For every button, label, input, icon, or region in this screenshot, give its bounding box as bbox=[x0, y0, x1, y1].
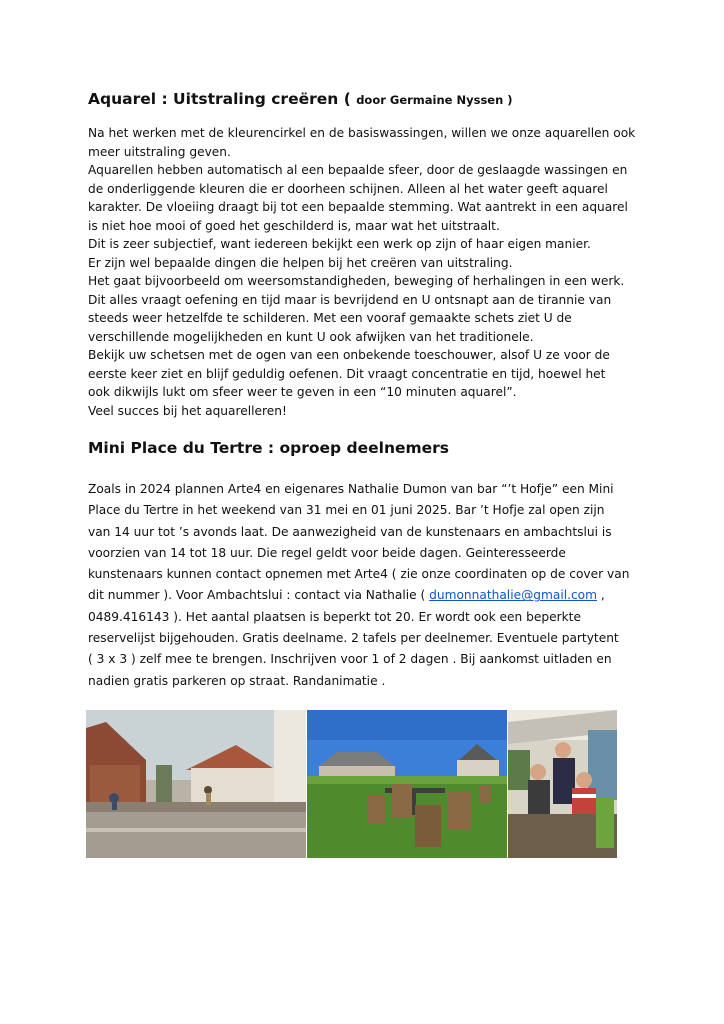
email-link[interactable]: dumonnathalie@gmail.com bbox=[429, 588, 598, 603]
text-line: Bekijk uw schetsen met de ogen van een onbekende toeschouwer, alsof U ze voor de bbox=[88, 348, 610, 362]
text-line: Aquarellen hebben automatisch al een bepaalde sfeer, door de geslaagde wassingen en bbox=[88, 163, 628, 177]
text-line: karakter. De vloeiing draagt bij tot een bepaalde stemming. Wat aantrekt in een aquarel bbox=[88, 200, 628, 214]
text-line: Na het werken met de kleurencirkel en de basiswassingen, willen we onze aquarellen ook bbox=[88, 126, 636, 140]
text-line: Het gaat bijvoorbeeld om weersomstandigheden, beweging of herhalingen in een werk. bbox=[88, 274, 625, 288]
text-line: voorzien van 14 tot 18 uur. Die regel geldt voor beide dagen. Geinteresseerde bbox=[88, 545, 566, 560]
aquarel-paragraph bbox=[88, 124, 648, 420]
text-line: de onderliggende kleuren die er doorheen schijnen. Alleen al het water geeft aquarel bbox=[88, 181, 608, 196]
text-line: ( 3 x 3 ) zelf mee te brengen. Inschrijven voor 1 of 2 dagen . Bij aankomst uitladen en bbox=[88, 652, 612, 667]
text-segment: dit nummer ). Voor Ambachtslui : contact via Nathalie ( bbox=[88, 588, 426, 603]
text-line: steeds weer hetzelfde te schilderen. Met een vooraf gemaakte schets ziet U de bbox=[88, 311, 572, 325]
section-heading-aquarel bbox=[88, 90, 513, 108]
text-line: reservelijst bijgehouden. Gratis deelname. 2 tafels per deelnemer. Eventuele partytent bbox=[88, 631, 619, 646]
photo-garden-terrace bbox=[307, 710, 507, 858]
text-line: kunstenaars kunnen contact opnemen met Arte4 ( zie onze coordinaten op de cover van bbox=[88, 567, 630, 582]
text-line: ook dikwijls lukt om sfeer weer te geven in een “10 minuten aquarel”. bbox=[88, 385, 517, 399]
photo-people-table bbox=[508, 710, 617, 858]
text-line: Dit is zeer subjectief, want iedereen bekijkt een werk op zijn of haar eigen manier. bbox=[88, 237, 591, 251]
heading-author: door Germaine Nyssen ) bbox=[356, 93, 513, 107]
text-line: verschillende mogelijkheden en kunt U ook afwijken van het traditionele. bbox=[88, 329, 534, 344]
text-segment: , bbox=[597, 588, 605, 603]
text-line: Zoals in 2024 plannen Arte4 en eigenares Nathalie Dumon van bar “’t Hofje” een Mini bbox=[88, 482, 614, 496]
photo-old-street bbox=[86, 710, 306, 858]
heading-title: Aquarel : Uitstraling creëren ( bbox=[88, 90, 351, 108]
section-heading-place-du-tertre: Mini Place du Tertre : oproep deelnemers bbox=[88, 439, 450, 457]
text-line: meer uitstraling geven. bbox=[88, 144, 231, 159]
text-line: Place du Tertre in het weekend van 31 mei en 01 juni 2025. Bar ’t Hofje zal open zijn bbox=[88, 503, 605, 518]
photo-strip bbox=[86, 710, 617, 858]
text-line: eerste keer ziet en blijf geduldig oefenen. Dit vraagt concentratie en tijd, hoewel het bbox=[88, 366, 606, 381]
place-du-tertre-paragraph bbox=[88, 479, 648, 692]
text-line: nadien gratis parkeren op straat. Randanimatie . bbox=[88, 673, 386, 688]
text-line: 0489.416143 ). Het aantal plaatsen is beperkt tot 20. Er wordt ook een beperkte bbox=[88, 609, 581, 624]
text-line: van 14 uur tot ’s avonds laat. De aanwezigheid van de kunstenaars en ambachtslui is bbox=[88, 524, 612, 539]
text-line: Er zijn wel bepaalde dingen die helpen bij het creëren van uitstraling. bbox=[88, 255, 513, 270]
text-line: Veel succes bij het aquarelleren! bbox=[88, 403, 287, 418]
text-line: is niet hoe mooi of goed het geschilderd is, maar wat het uitstraalt. bbox=[88, 218, 500, 233]
text-line-with-email bbox=[88, 585, 648, 606]
text-line: Dit alles vraagt oefening en tijd maar is bevrijdend en U ontsnapt aan de tirannie van bbox=[88, 292, 612, 307]
